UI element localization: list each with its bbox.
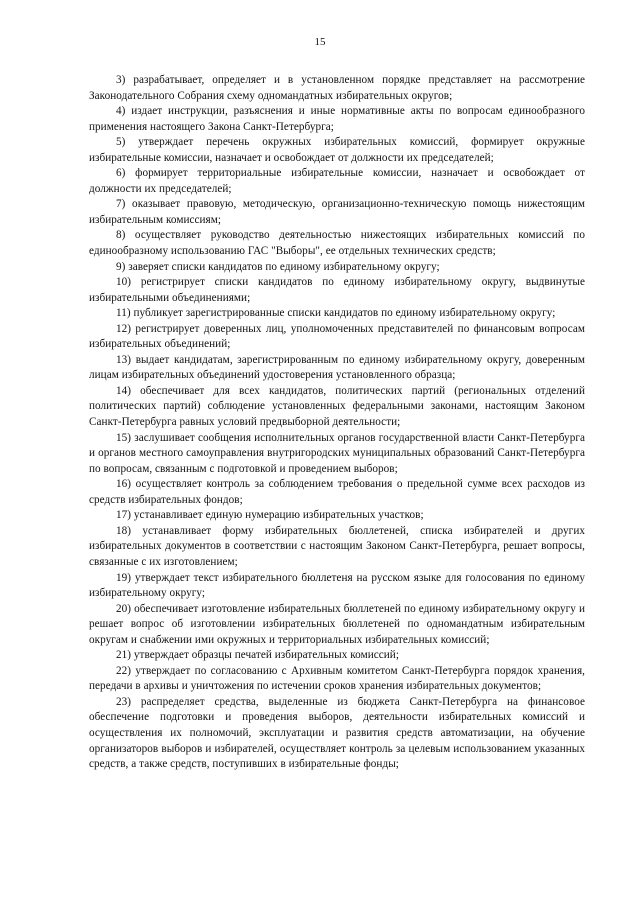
paragraph-10: 10) регистрирует списки кандидатов по единому избирательному округу, выдвинутые избирательными объединениями; [89,276,585,304]
paragraph-4: 4) издает инструкции, разъяснения и иные нормативные акты по вопросам единообразного применения настоящего Закона Санкт-Петербурга; [89,105,585,133]
paragraph-6: 6) формирует территориальные избирательные комиссии, назначает и освобождает от должности их председателей; [89,167,585,195]
paragraph-19: 19) утверждает текст избирательного бюллетеня на русском языке для голосования по единому избирательному округу; [89,571,585,600]
paragraph-12: 12) регистрирует доверенных лиц, уполномоченных представителей по финансовым вопросам избирательных объединений; [89,322,585,351]
paragraph-16: 16) осуществляет контроль за соблюдением требования о предельной сумме всех расходов из средств избирательных фондов; [89,478,585,506]
paragraph-20: 20) обеспечивает изготовление избирательных бюллетеней по единому избирательному округу и решает вопрос об изготовлении избирательных бюллетеней по одномандатным избирательным округам и снабжении ими окружных и территориальных избирательных комиссий; [89,602,585,646]
paragraph-14: 14) обеспечивает для всех кандидатов, политических партий (региональных отделений политических партий) соблюдение установленных федеральными законами, настоящим Законом Санкт-Петербурга равных условий предвыборной деятельности; [89,384,585,429]
paragraph-22: 22) утверждает по согласованию с Архивным комитетом Санкт-Петербурга порядок хранения, передачи в архивы и уничтожения по истечении сроков хранения избирательных документов; [89,664,585,693]
paragraph-11: 11) публикует зарегистрированные списки кандидатов по единому избирательному округу; [116,307,556,320]
paragraph-8: 8) осуществляет руководство деятельностью нижестоящих избирательных комиссий по единообразному использованию ГАС "Выборы", ее отдельных технических средств; [89,229,585,258]
paragraph-7: 7) оказывает правовую, методическую, организационно-техническую помощь нижестоящим избирательным комиссиям; [89,198,585,226]
paragraph-15: 15) заслушивает сообщения исполнительных органов государственной власти Санкт-Петербурга и органов местного самоуправления внутригородских муниципальных образований Санкт-Петербурга по вопросам, связанным с подготовкой и проведением выборов; [89,431,585,475]
page-number: 15 [314,36,326,48]
paragraph-18: 18) устанавливает форму избирательных бюллетеней, списка избирателей и других избирательных документов в соответствии с настоящим Законом Санкт-Петербурга, решает вопросы, связанные с их изготовлением; [89,524,585,568]
paragraph-5: 5) утверждает перечень окружных избирательных комиссий, формирует окружные избирательные комиссии, назначает и освобождает от должности их председателей; [89,136,585,164]
body-text [89,73,585,773]
paragraph-17: 17) устанавливает единую нумерацию избирательных участков; [116,509,424,522]
paragraph-21: 21) утверждает образцы печатей избирательных комиссий; [116,649,400,662]
paragraph-23: 23) распределяет средства, выделенные из бюджета Санкт-Петербурга на финансовое обеспечение подготовки и проведения выборов, деятельности избирательных комиссий и осуществления их полномочий, эксплуатации и развития средств автоматизации, на обучение организаторов выборов и избирателей, осуществляет контроль за целевым использованием указанных средств, а также средств, поступивших в избирательные фонды; [89,695,585,771]
paragraph-3: 3) разрабатывает, определяет и в установленном порядке представляет на рассмотрение Законодательного Собрания схему одномандатных избирательных округов; [89,74,585,102]
paragraph-13: 13) выдает кандидатам, зарегистрированным по единому избирательному округу, доверенным лицам избирательных объединений удостоверения установленного образца; [89,353,585,382]
paragraph-9: 9) заверяет списки кандидатов по единому избирательному округу; [116,260,440,273]
